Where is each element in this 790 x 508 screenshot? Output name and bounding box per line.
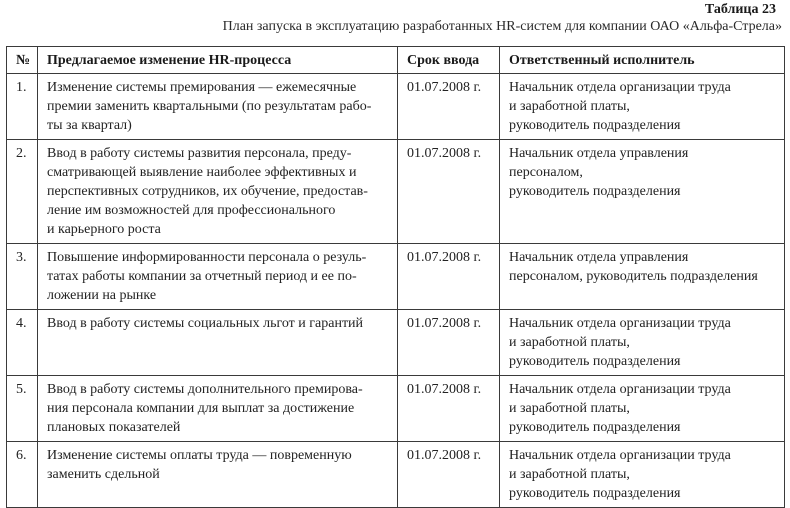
text-line: плановых показателей bbox=[47, 420, 181, 435]
header-proposed-change: Предлагаемое изменение HR-процесса bbox=[38, 47, 398, 74]
launch-date-cell: 01.07.2008 г. bbox=[398, 140, 500, 244]
row-number: 4. bbox=[7, 310, 38, 376]
header-number: № bbox=[7, 47, 38, 74]
text-line: Изменение системы премирования — ежемесячные bbox=[47, 80, 357, 95]
text-line: Ввод в работу системы дополнительного премирова- bbox=[47, 382, 363, 397]
table-caption: План запуска в эксплуатацию разработанных HR-систем для компании ОАО «Альфа-Стрела» bbox=[222, 19, 782, 34]
responsible-cell bbox=[500, 244, 785, 310]
text-line: Ввод в работу системы социальных льгот и гарантий bbox=[47, 316, 364, 331]
table-row bbox=[7, 244, 785, 310]
table-number-label: Таблица 23 bbox=[704, 2, 776, 17]
header-launch-date: Срок ввода bbox=[398, 47, 500, 74]
text-line: Повышение информированности персонала о резуль- bbox=[47, 250, 367, 265]
responsible-cell bbox=[500, 376, 785, 442]
proposed-change-cell bbox=[38, 310, 398, 376]
proposed-change-cell bbox=[38, 244, 398, 310]
text-line: руководитель подразделения bbox=[509, 354, 681, 369]
text-line: татах работы компании за отчетный период и ее по- bbox=[47, 269, 357, 284]
launch-date-cell: 01.07.2008 г. bbox=[398, 376, 500, 442]
table-row bbox=[7, 442, 785, 508]
text-line: Начальник отдела организации труда bbox=[509, 316, 731, 331]
text-line: и заработной платы, bbox=[509, 99, 630, 114]
responsible-cell bbox=[500, 442, 785, 508]
table-row bbox=[7, 310, 785, 376]
text-line: руководитель подразделения bbox=[509, 184, 681, 199]
launch-date-cell: 01.07.2008 г. bbox=[398, 442, 500, 508]
text-line: руководитель подразделения bbox=[509, 420, 681, 435]
launch-date-cell: 01.07.2008 г. bbox=[398, 244, 500, 310]
text-line: и заработной платы, bbox=[509, 401, 630, 416]
table-row bbox=[7, 376, 785, 442]
proposed-change-cell bbox=[38, 376, 398, 442]
responsible-cell bbox=[500, 74, 785, 140]
proposed-change-cell bbox=[38, 442, 398, 508]
text-line: руководитель подразделения bbox=[509, 118, 681, 133]
text-line: Начальник отдела организации труда bbox=[509, 448, 731, 463]
text-line: Ввод в работу системы развития персонала, преду- bbox=[47, 146, 352, 161]
proposed-change-cell bbox=[38, 140, 398, 244]
text-line: руководитель подразделения bbox=[509, 486, 681, 501]
row-number: 6. bbox=[7, 442, 38, 508]
launch-date-cell: 01.07.2008 г. bbox=[398, 74, 500, 140]
text-line: ты за квартал) bbox=[47, 118, 132, 133]
row-number: 2. bbox=[7, 140, 38, 244]
text-line: ление им возможностей для профессионального bbox=[47, 203, 336, 218]
text-line: премии заменить квартальными (по результатам рабо- bbox=[47, 99, 372, 114]
text-line: ния персонала компании для выплат за достижение bbox=[47, 401, 355, 416]
table-row bbox=[7, 140, 785, 244]
hr-launch-plan-table bbox=[6, 46, 785, 508]
launch-date-cell: 01.07.2008 г. bbox=[398, 310, 500, 376]
text-line: заменить сдельной bbox=[47, 467, 160, 482]
text-line: и заработной платы, bbox=[509, 467, 630, 482]
responsible-cell bbox=[500, 310, 785, 376]
text-line: и карьерного роста bbox=[47, 222, 161, 237]
text-line: Начальник отдела управления bbox=[509, 250, 689, 265]
proposed-change-cell bbox=[38, 74, 398, 140]
responsible-cell bbox=[500, 140, 785, 244]
table-header-row bbox=[7, 47, 785, 74]
text-line: персоналом, bbox=[509, 165, 583, 180]
text-line: Начальник отдела управления bbox=[509, 146, 689, 161]
row-number: 5. bbox=[7, 376, 38, 442]
table-row bbox=[7, 74, 785, 140]
header-responsible: Ответственный исполнитель bbox=[500, 47, 785, 74]
text-line: Начальник отдела организации труда bbox=[509, 382, 731, 397]
text-line: Начальник отдела организации труда bbox=[509, 80, 731, 95]
text-line: перспективных сотрудников, их обучение, предостав- bbox=[47, 184, 368, 199]
text-line: Изменение системы оплаты труда — повременную bbox=[47, 448, 352, 463]
row-number: 1. bbox=[7, 74, 38, 140]
text-line: сматривающей выявление наиболее эффективных и bbox=[47, 165, 357, 180]
text-line: и заработной платы, bbox=[509, 335, 630, 350]
text-line: персоналом, руководитель подразделения bbox=[509, 269, 758, 284]
row-number: 3. bbox=[7, 244, 38, 310]
text-line: ложении на рынке bbox=[47, 288, 157, 303]
